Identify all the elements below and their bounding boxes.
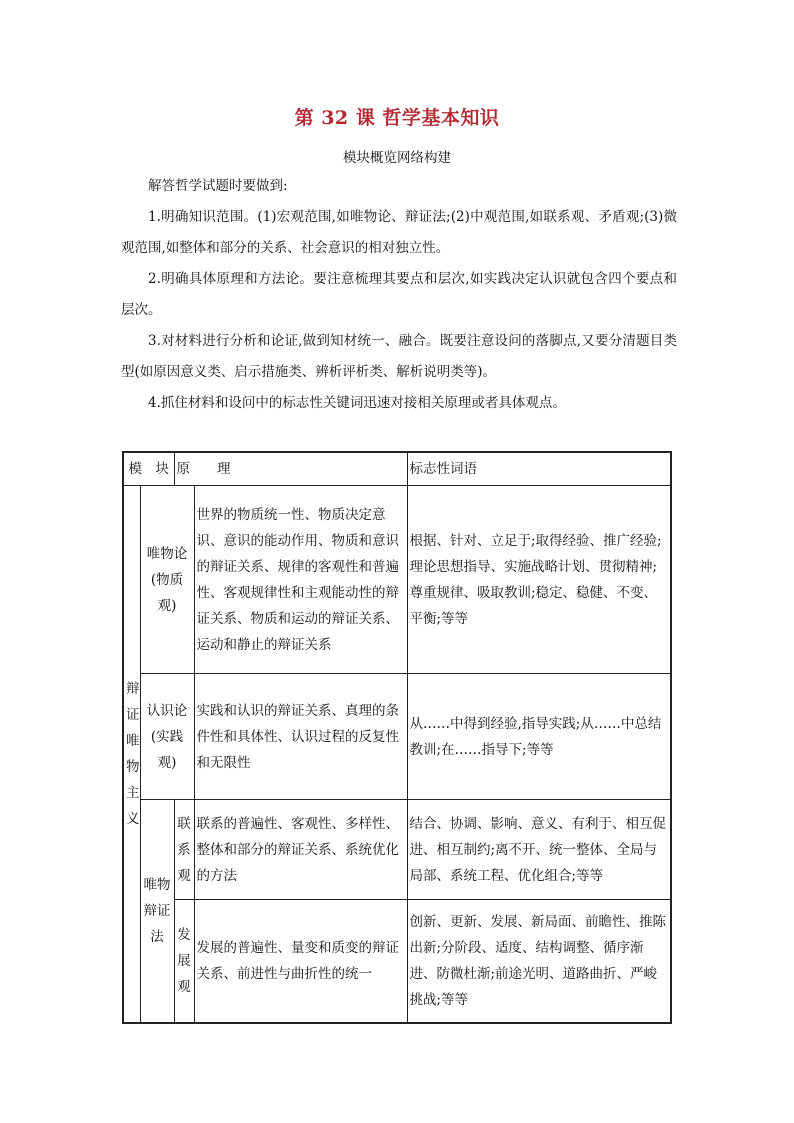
philosophy-table <box>122 451 672 1024</box>
principle-epistemology: 实践和认识的辩证关系、真理的条件性和具体性、认识过程的反复性和无限性 <box>194 674 407 800</box>
principle-develop: 发展的普遍性、量变和质变的辩证关系、前进性与曲折性的统一 <box>194 900 407 1023</box>
header-principle: 原 理 <box>174 452 407 486</box>
header-keywords: 标志性词语 <box>407 452 671 486</box>
sub-link: 联系观 <box>174 800 194 900</box>
principle-materialism: 世界的物质统一性、物质决定意识、意识的能动作用、物质和意识的辩证关系、规律的客观性和普遍性、客观规律性和主观能动性的辩证关系、物质和运动的辩证关系、运动和静止的辩证关系 <box>194 486 407 674</box>
keywords-epistemology: 从……中得到经验,指导实践;从……中总结教训;在……指导下;等等 <box>407 674 671 800</box>
table-row <box>123 674 671 800</box>
point-2: 2.明确具体原理和方法论。要注意梳理其要点和层次,如实践决定认识就包含四个要点和层次。 <box>121 271 677 318</box>
sub-develop: 发展观 <box>174 900 194 1023</box>
module-materialism: 唯物论(物质观) <box>140 486 194 674</box>
point-4: 4.抓住材料和设问中的标志性关键词迅速对接相关原理或者具体观点。 <box>148 395 566 411</box>
point-1: 1.明确知识范围。(1)宏观范围,如唯物论、辩证法;(2)中观范围,如联系观、矛盾观;(3)微观范围,如整体和部分的关系、社会意识的相对独立性。 <box>121 209 677 256</box>
principle-link: 联系的普遍性、客观性、多样性、整体和部分的辩证关系、系统优化的方法 <box>194 800 407 900</box>
keywords-develop: 创新、更新、发展、新局面、前瞻性、推陈出新;分阶段、适度、结构调整、循序渐进、防微杜渐;前途光明、道路曲折、严峻挑战;等等 <box>407 900 671 1023</box>
intro-text: 解答哲学试题时要做到: <box>148 178 288 194</box>
module-dialectics: 唯物辩证法 <box>140 800 174 1023</box>
group-cell: 辩证唯物主义 <box>123 486 140 1023</box>
page-title: 第 32 课 哲学基本知识 <box>294 107 500 129</box>
module-epistemology: 认识论(实践观) <box>140 674 194 800</box>
table-header-row <box>123 452 671 486</box>
keywords-link: 结合、协调、影响、意义、有利于、相互促进、相互制约;离不开、统一整体、全局与局部、系统工程、优化组合;等等 <box>407 800 671 900</box>
section-subtitle: 模块概览网络构建 <box>343 150 451 166</box>
point-3: 3.对材料进行分析和论证,做到知材统一、融合。既要注意设问的落脚点,又要分清题目类型(如原因意义类、启示措施类、辨析评析类、解析说明类等)。 <box>121 333 677 380</box>
header-module: 模 块 <box>123 452 174 486</box>
table-row <box>123 900 671 1023</box>
keywords-materialism: 根据、针对、立足于;取得经验、推广经验;理论思想指导、实施战略计划、贯彻精神;尊重规律、吸取教训;稳定、稳健、不变、平衡;等等 <box>407 486 671 674</box>
table-row <box>123 486 671 674</box>
table-row <box>123 800 671 900</box>
